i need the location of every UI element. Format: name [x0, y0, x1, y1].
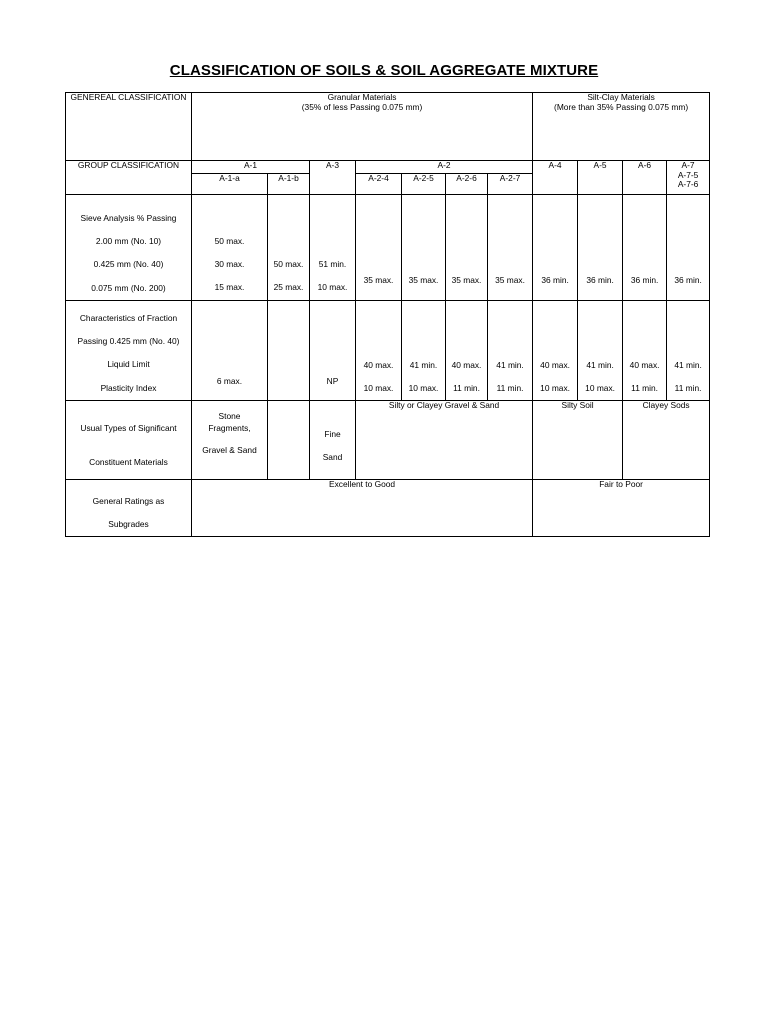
types-a3-line1: Fine	[324, 429, 341, 440]
a5-liquid-limit: 41 min.	[586, 359, 614, 370]
types-a1	[192, 401, 268, 480]
sieve-a1b-no200: 25 max.	[273, 282, 304, 293]
group-a5: A-5	[578, 161, 623, 195]
group-a27: A-2-7	[488, 174, 533, 195]
types-label	[66, 401, 192, 480]
ratings-label-line1: General Ratings as	[92, 496, 165, 507]
sieve-a26-no200: 35 max.	[451, 275, 482, 285]
sieve-a7	[667, 195, 710, 301]
sieve-a25	[402, 195, 446, 301]
ratings-label-line2: Subgrades	[108, 519, 149, 530]
group-a24: A-2-4	[356, 174, 402, 195]
sieve-a3	[310, 195, 356, 301]
silt-clay-materials-header	[533, 93, 710, 161]
types-a1-line1: Stone	[218, 411, 241, 422]
types-a1-line3: Gravel & Sand	[202, 445, 257, 456]
a7-liquid-limit: 41 min.	[674, 359, 702, 370]
sieve-a1a-no200: 15 max.	[214, 282, 245, 293]
sieve-a27-no200: 35 max.	[495, 275, 525, 285]
a27-liquid-limit: 41 min.	[496, 359, 524, 370]
fraction-a4	[533, 300, 578, 401]
a25-plasticity-index: 10 max.	[408, 383, 439, 394]
types-label-line2: Constituent Materials	[89, 457, 168, 468]
sieve-a1b	[268, 195, 310, 301]
fraction-a6	[623, 300, 667, 401]
liquid-limit-label: Liquid Limit	[107, 359, 150, 370]
group-a1: A-1	[192, 161, 310, 174]
sieve-a1b-no40: 50 max.	[273, 259, 304, 269]
fraction-a25	[402, 300, 446, 401]
fraction-a5	[578, 300, 623, 401]
a6-plasticity-index: 11 min.	[631, 383, 658, 394]
a24-plasticity-index: 10 max.	[363, 383, 394, 394]
sieve-no40-label: 0.425 mm (No. 40)	[93, 259, 164, 270]
sieve-analysis-title: Sieve Analysis % Passing	[80, 213, 177, 223]
sieve-a6	[623, 195, 667, 301]
general-classification-label: GENEREAL CLASSIFICATION	[66, 93, 192, 161]
sieve-a1a-no40: 30 max.	[214, 259, 245, 270]
fraction-a26	[446, 300, 488, 401]
fraction-a3	[310, 300, 356, 401]
a24-liquid-limit: 40 max.	[363, 359, 394, 370]
sieve-a26	[446, 195, 488, 301]
sieve-no200-label: 0.075 mm (No. 200)	[91, 282, 166, 293]
granular-materials-title: Granular Materials	[327, 92, 397, 102]
group-a7-5-label: A-7-5	[677, 169, 699, 180]
group-a1a: A-1-a	[192, 174, 268, 195]
fraction-a1a-pi: 6 max.	[216, 375, 243, 386]
types-label-line1: Usual Types of Significant	[80, 423, 177, 434]
fraction-a7	[667, 300, 710, 401]
group-a4: A-4	[533, 161, 578, 195]
sieve-analysis-label	[66, 195, 192, 301]
sieve-a6-no200: 36 min.	[630, 275, 659, 285]
group-a25: A-2-5	[402, 174, 446, 195]
sieve-a24-no200: 35 max.	[363, 275, 394, 285]
types-a1-line2: Fragments,	[208, 422, 251, 433]
ratings-granular: Excellent to Good	[192, 480, 533, 537]
sieve-a1a-no10: 50 max.	[214, 236, 245, 246]
sieve-no10-label: 2.00 mm (No. 10)	[95, 236, 162, 247]
page-title: CLASSIFICATION OF SOILS & SOIL AGGREGATE MIXTURE	[169, 62, 599, 79]
types-a3	[310, 401, 356, 480]
sieve-a1a	[192, 195, 268, 301]
granular-materials-subtitle: (35% of less Passing 0.075 mm)	[301, 101, 423, 112]
a25-liquid-limit: 41 min.	[409, 359, 438, 370]
granular-materials-header	[192, 93, 533, 161]
fraction-a27	[488, 300, 533, 401]
types-a4-a5: Silty Soil	[533, 401, 623, 480]
group-classification-label: GROUP CLASSIFICATION	[66, 161, 192, 195]
group-a1b: A-1-b	[268, 174, 310, 195]
soil-classification-table	[65, 92, 710, 537]
a26-liquid-limit: 40 max.	[451, 359, 482, 370]
fraction-no40-label: Passing 0.425 mm (No. 40)	[77, 336, 180, 347]
a7-plasticity-index: 11 min.	[674, 383, 702, 394]
a5-plasticity-index: 10 max.	[585, 383, 615, 394]
fraction-a3-pi: NP	[326, 375, 339, 386]
ratings-silt-clay: Fair to Poor	[533, 480, 710, 537]
a4-plasticity-index: 10 max.	[540, 383, 570, 394]
group-a7	[667, 161, 710, 195]
sieve-a5-no200: 36 min.	[586, 275, 614, 285]
group-a7-label: A-7	[681, 160, 695, 170]
sieve-a24	[356, 195, 402, 301]
fraction-a1a	[192, 300, 268, 401]
silt-clay-materials-title: Silt-Clay Materials	[587, 92, 655, 102]
group-a3: A-3	[310, 161, 356, 195]
sieve-a3-no40: 51 min.	[318, 259, 347, 269]
sieve-a4-no200: 36 min.	[541, 275, 569, 285]
a26-plasticity-index: 11 min.	[453, 383, 480, 394]
plasticity-index-label: Plasticity Index	[100, 382, 157, 393]
group-a6: A-6	[623, 161, 667, 195]
sieve-a7-no200: 36 min.	[674, 275, 702, 285]
silt-clay-materials-subtitle: (More than 35% Passing 0.075 mm)	[554, 101, 689, 112]
fraction-title: Characteristics of Fraction	[79, 312, 178, 323]
types-a2: Silty or Clayey Gravel & Sand	[356, 401, 533, 480]
sieve-a4	[533, 195, 578, 301]
sieve-a25-no200: 35 max.	[408, 275, 439, 285]
fraction-label	[66, 300, 192, 401]
sieve-a5	[578, 195, 623, 301]
a4-liquid-limit: 40 max.	[540, 359, 570, 370]
ratings-label	[66, 480, 192, 537]
types-a6-a7: Clayey Sods	[623, 401, 710, 480]
fraction-a24	[356, 300, 402, 401]
sieve-a27	[488, 195, 533, 301]
group-a26: A-2-6	[446, 174, 488, 195]
a27-plasticity-index: 11 min.	[496, 383, 524, 394]
types-a1b	[268, 401, 310, 480]
sieve-a3-no200: 10 max.	[317, 282, 348, 293]
group-a2: A-2	[356, 161, 533, 174]
types-a3-line2: Sand	[322, 452, 343, 463]
group-a7-6-label: A-7-6	[677, 179, 699, 190]
fraction-a1b	[268, 300, 310, 401]
a6-liquid-limit: 40 max.	[629, 359, 660, 370]
